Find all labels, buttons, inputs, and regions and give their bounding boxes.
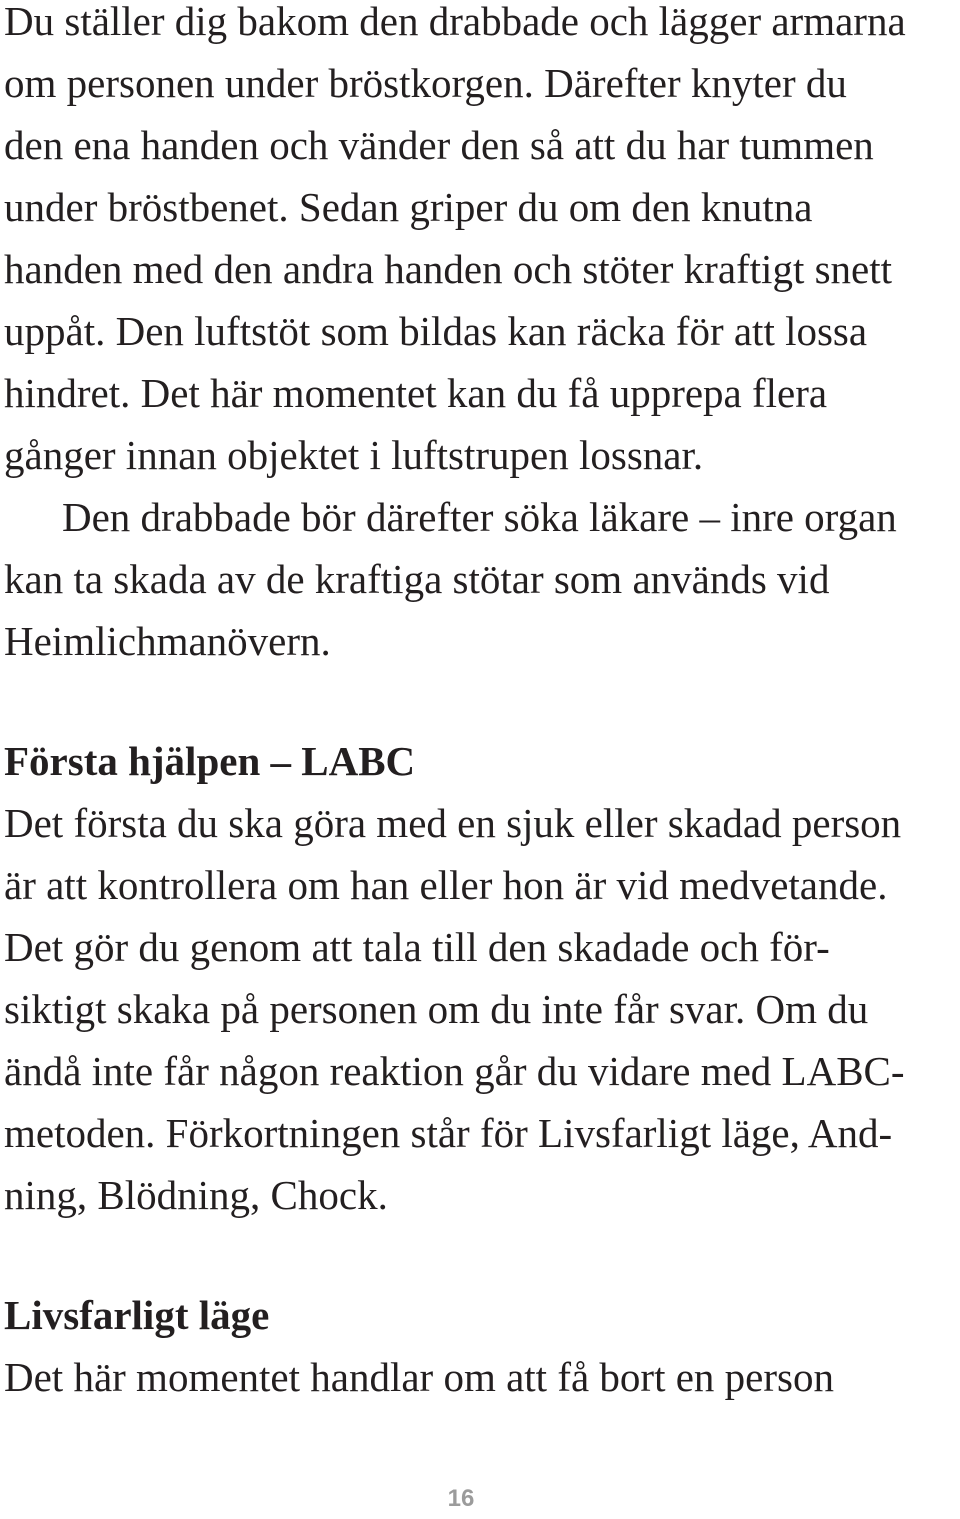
page-number: 16 bbox=[447, 1485, 475, 1512]
text-line: gånger innan objektet i luftstrupen lossnar. bbox=[4, 432, 704, 478]
section-heading: Livsfarligt läge bbox=[4, 1292, 270, 1338]
text-line: hindret. Det här momentet kan du få upprepa flera bbox=[4, 370, 828, 416]
text-line: kan ta skada av de kraftiga stötar som används vid bbox=[4, 556, 830, 602]
text-line: metoden. Förkortningen står för Livsfarligt läge, And- bbox=[4, 1110, 893, 1156]
text-line: Det här momentet handlar om att få bort en person bbox=[4, 1354, 834, 1400]
text-line: Den drabbade bör därefter söka läkare – inre organ bbox=[62, 494, 897, 540]
text-line: den ena handen och vänder den så att du har tummen bbox=[4, 122, 874, 168]
text-line: uppåt. Den luftstöt som bildas kan räcka för att lossa bbox=[4, 308, 868, 354]
text-line: om personen under bröstkorgen. Därefter knyter du bbox=[4, 60, 847, 106]
text-line: ning, Blödning, Chock. bbox=[4, 1172, 388, 1218]
text-line: handen med den andra handen och stöter kraftigt snett bbox=[4, 246, 893, 292]
text-line: ändå inte får någon reaktion går du vidare med LABC- bbox=[4, 1048, 905, 1094]
text-line: Det första du ska göra med en sjuk eller skadad person bbox=[4, 800, 902, 846]
text-line: siktigt skaka på personen om du inte får svar. Om du bbox=[4, 986, 869, 1032]
text-line: är att kontrollera om han eller hon är vid medvetande. bbox=[4, 862, 888, 908]
text-line: Heimlichmanövern. bbox=[4, 618, 331, 664]
text-line: Du ställer dig bakom den drabbade och lägger armarna bbox=[4, 0, 906, 44]
text-line: Det gör du genom att tala till den skadade och för- bbox=[4, 924, 830, 970]
text-line: under bröstbenet. Sedan griper du om den knutna bbox=[4, 184, 813, 230]
section-heading: Första hjälpen – LABC bbox=[4, 738, 416, 784]
